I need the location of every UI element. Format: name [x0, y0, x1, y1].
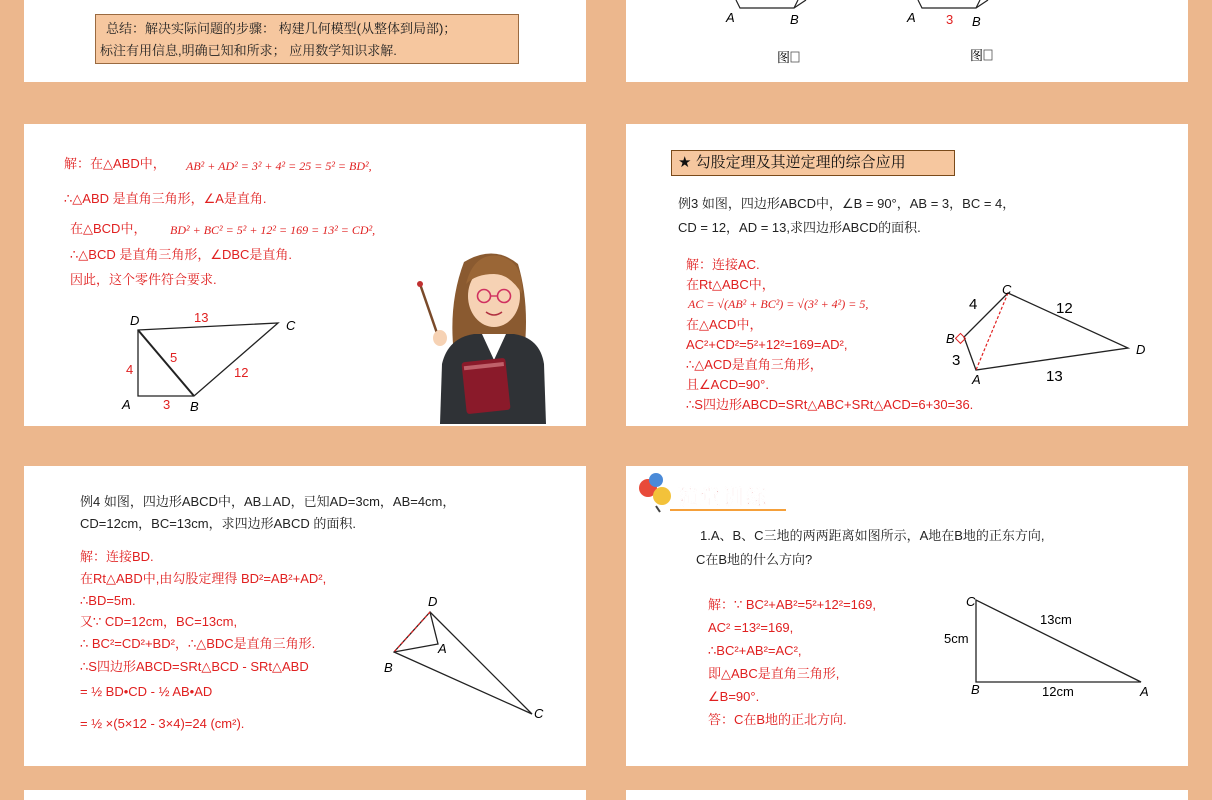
slide-next-left: [24, 790, 586, 800]
ex3-sol-3: AC = √(AB² + BC²) = √(3² + 4²) = 5,: [688, 297, 869, 311]
ex3-sol-5: AC²+CD²=5²+12²=169=AD²,: [686, 337, 848, 352]
ex3-label-c: C: [1002, 282, 1012, 297]
slide-example-4: [24, 466, 586, 766]
teacher-illustration: [24, 124, 586, 426]
practice-a-4: 即△ABC是直角三角形,: [708, 666, 840, 681]
ex3-sol-7: 且∠ACD=90°.: [686, 377, 769, 392]
practice-a-5: ∠B=90°.: [708, 689, 760, 704]
fig1-label-b: B: [790, 12, 799, 27]
ex3-label-b: B: [946, 331, 955, 346]
slide-summary: [24, 0, 586, 82]
ex3-edge-13: 13: [1046, 368, 1063, 385]
s3-line-1-math: AB² + AD² = 3² + 4² = 25 = 5² = BD²,: [186, 159, 372, 173]
fig2-caption: 图: [970, 48, 984, 63]
ex3-label-a: A: [972, 372, 981, 387]
figures-svg: [626, 0, 1188, 82]
s3-label-a: A: [122, 397, 131, 412]
fig2-number: 3: [946, 12, 954, 27]
s3-label-d: D: [130, 313, 140, 328]
practice-edge-5: 5cm: [944, 631, 969, 646]
s3-line-4: ∴△BCD 是直角三角形，∠DBC是直角.: [70, 247, 293, 262]
summary-line-2: 标注有用信息,明确已知和所求； 应用数学知识求解.: [100, 43, 397, 58]
practice-label-a: A: [1140, 684, 1149, 699]
practice-edge-12: 12cm: [1042, 684, 1074, 699]
ex4-sol-8: = ½ ×(5×12 - 3×4)=24 (cm²).: [80, 716, 245, 731]
s3-edge-13: 13: [194, 310, 209, 325]
s3-line-5: 因此，这个零件符合要求.: [70, 272, 217, 287]
ex4-label-b: B: [384, 660, 393, 675]
ex3-label-d: D: [1136, 342, 1146, 357]
ex4-label-a: A: [438, 641, 447, 656]
ex4-line-2: CD=12cm，BC=13cm，求四边形ABCD 的面积.: [80, 516, 356, 531]
ex3-edge-12: 12: [1056, 300, 1073, 317]
summary-line-1: 总结：解决实际问题的步骤： 构建几何模型(从整体到局部)；: [106, 21, 457, 36]
s3-line-3: 在△BCD中，: [70, 221, 147, 236]
ex3-sol-6: ∴△ACD是直角三角形，: [686, 357, 823, 372]
s3-edge-12: 12: [234, 365, 249, 380]
practice-q-1: 1.A、B、C三地的两两距离如图所示，A地在B地的正东方向,: [700, 528, 1045, 543]
ex3-figure: [626, 124, 1188, 426]
section-title: ★ 勾股定理及其逆定理的综合应用: [678, 154, 906, 171]
s3-line-1: 解：在△ABD中，: [64, 156, 166, 171]
practice-a-6: 答：C在B地的正北方向.: [708, 712, 847, 727]
ex3-sol-8: ∴S四边形ABCD=SRt△ABC+SRt△ACD=6+30=36.: [686, 397, 974, 412]
ex4-sol-5: ∴ BC²=CD²+BD²，∴△BDC是直角三角形.: [80, 636, 316, 651]
ex4-figure: [24, 466, 586, 766]
ex3-edge-4: 4: [969, 296, 978, 313]
practice-label-b: B: [971, 682, 980, 697]
summary-box: [95, 14, 519, 64]
slide-figures: [626, 0, 1188, 82]
fig2-label-a: A: [907, 10, 916, 25]
ex3-line-2: CD = 12，AD = 13,求四边形ABCD的面积.: [678, 220, 921, 235]
fig2-label-b: B: [972, 14, 981, 29]
fig1-label-a: A: [726, 10, 735, 25]
ex4-sol-4: 又∵ CD=12cm，BC=13cm,: [80, 614, 238, 629]
slide-solution-abd: [24, 124, 586, 426]
ex4-sol-1: 解：连接BD.: [80, 549, 154, 564]
fig1-shape: [736, 0, 798, 8]
practice-label-c: C: [966, 594, 976, 609]
practice-a-2: AC² =13²=169,: [708, 620, 794, 635]
ex3-sol-2: 在Rt△ABC中，: [686, 277, 775, 292]
slide-practice: [626, 466, 1188, 766]
practice-a-3: ∴BC²+AB²=AC²,: [708, 643, 802, 658]
practice-figure: [626, 466, 1188, 766]
slide-next-right: [626, 790, 1188, 800]
s3-line-3-math: BD² + BC² = 5² + 12² = 169 = 13² = CD²,: [170, 223, 376, 237]
practice-q-2: C在B地的什么方向?: [696, 552, 813, 567]
ex4-sol-3: ∴BD=5m.: [80, 593, 136, 608]
s3-label-c: C: [286, 318, 296, 333]
ex3-line-1: 例3 如图，四边形ABCD中，∠B = 90°，AB = 3，BC = 4，: [678, 196, 1016, 211]
practice-edge-13: 13cm: [1040, 612, 1072, 627]
s3-line-2: ∴△ABD 是直角三角形，∠A是直角.: [64, 191, 267, 206]
ex4-label-d: D: [428, 594, 438, 609]
s3-label-b: B: [190, 399, 199, 414]
fig2-shape: [918, 0, 980, 8]
ex3-sol-4: 在△ACD中，: [686, 317, 763, 332]
fig1-caption: 图: [777, 50, 791, 65]
ex4-label-c: C: [534, 706, 544, 721]
s3-edge-4: 4: [126, 362, 134, 377]
ex4-sol-7: = ½ BD•CD - ½ AB•AD: [80, 684, 213, 699]
s3-edge-3: 3: [163, 397, 171, 412]
practice-title: 随堂训练: [677, 487, 769, 509]
practice-a-1: 解：∵ BC²+AB²=5²+12²=169,: [708, 597, 876, 612]
ex4-sol-2: 在Rt△ABD中,由勾股定理得 BD²=AB²+AD²,: [80, 571, 327, 586]
ex4-sol-6: ∴S四边形ABCD=SRt△BCD - SRt△ABD: [80, 659, 309, 674]
ex4-line-1: 例4 如图，四边形ABCD中，AB⊥AD，已知AD=3cm，AB=4cm，: [80, 494, 456, 509]
s3-edge-5: 5: [170, 350, 178, 365]
ex3-sol-1: 解：连接AC.: [686, 257, 760, 272]
slide-example-3: [626, 124, 1188, 426]
ex3-edge-3: 3: [952, 352, 961, 369]
